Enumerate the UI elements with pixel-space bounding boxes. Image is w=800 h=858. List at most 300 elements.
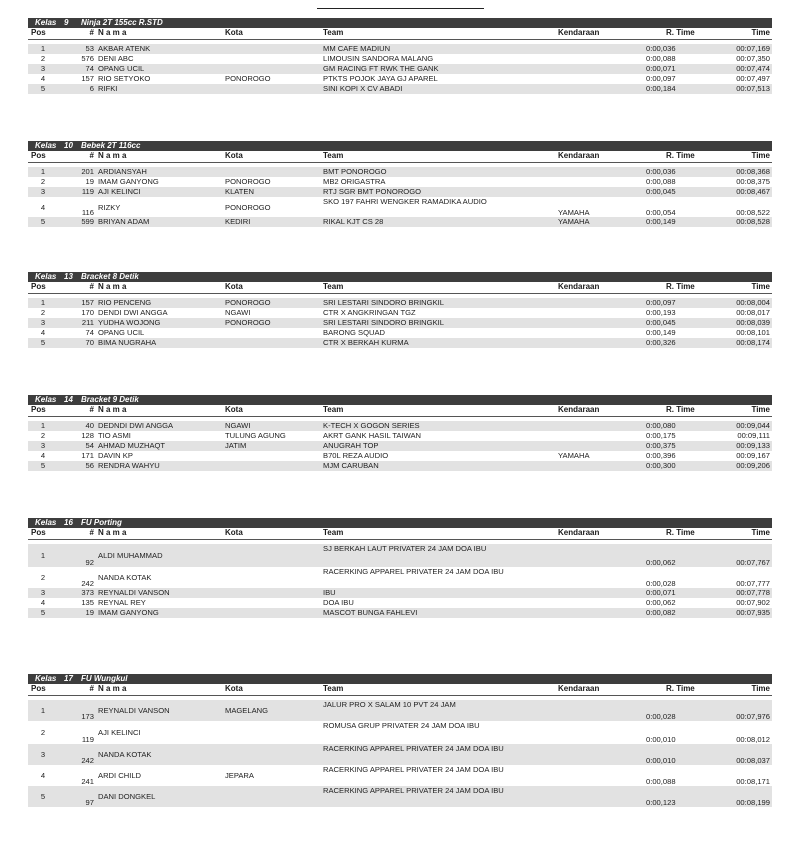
name-cell: IMAM GANYONG — [98, 177, 159, 186]
reaction-time-cell: 0:00,097 — [646, 74, 676, 83]
class-section — [28, 395, 772, 471]
table-row — [28, 167, 772, 177]
pos-cell: 5 — [40, 608, 46, 617]
name-cell: IMAM GANYONG — [98, 608, 159, 617]
time-cell: 00:08,004 — [736, 298, 770, 307]
time-cell: 00:08,017 — [736, 308, 770, 317]
class-number: 13 — [64, 272, 73, 281]
team-cell: RIKAL KJT CS 28 — [323, 217, 384, 226]
table-row — [28, 187, 772, 197]
class-name: Ninja 2T 155cc R.STD — [81, 18, 163, 27]
name-cell: DEDNDI DWI ANGGA — [98, 421, 174, 430]
header-pos: Pos — [31, 405, 46, 414]
team-cell: PTKTS POJOK JAYA GJ APAREL — [323, 74, 438, 83]
time-cell: 00:09,167 — [736, 451, 770, 460]
header-time: Time — [751, 405, 770, 414]
name-cell: REYNALDI VANSON — [98, 588, 170, 597]
table-row — [28, 786, 772, 807]
number-cell: 119 — [81, 187, 94, 196]
team-cell: IBU — [323, 588, 336, 597]
name-cell: RIFKI — [98, 84, 118, 93]
reaction-time-cell: 0:00,088 — [646, 177, 676, 186]
pos-cell: 4 — [40, 771, 46, 780]
class-title-bar — [28, 674, 772, 684]
city-cell: PONOROGO — [225, 177, 271, 186]
number-cell: 170 — [81, 308, 94, 317]
city-cell: NGAWI — [225, 308, 251, 317]
header-nama: N a m a — [98, 684, 127, 693]
pos-cell: 2 — [40, 177, 46, 186]
reaction-time-cell: 0:00,036 — [646, 44, 676, 53]
header-nama: N a m a — [98, 151, 127, 160]
pos-cell: 4 — [40, 451, 46, 460]
table-row — [28, 441, 772, 451]
name-cell: RIO SETYOKO — [98, 74, 151, 83]
class-name: Bracket 9 Detik — [81, 395, 139, 404]
team-cell: CTR X BERKAH KURMA — [323, 338, 409, 347]
reaction-time-cell: 0:00,028 — [646, 579, 676, 588]
class-number: 10 — [64, 141, 73, 150]
reaction-time-cell: 0:00,175 — [646, 431, 676, 440]
team-cell: SRI LESTARI SINDORO BRINGKIL — [323, 318, 444, 327]
team-cell: SKO 197 FAHRI WENGKER RAMADIKA AUDIO — [323, 197, 487, 206]
reaction-time-cell: 0:00,028 — [646, 712, 676, 721]
class-name: FU Porting — [81, 518, 122, 527]
pos-cell: 2 — [40, 728, 46, 737]
pos-cell: 1 — [40, 44, 46, 53]
pos-cell: 5 — [40, 84, 46, 93]
reaction-time-cell: 0:00,375 — [646, 441, 676, 450]
number-cell: 171 — [81, 451, 94, 460]
team-cell: CTR X ANGKRINGAN TGZ — [323, 308, 416, 317]
pos-cell: 5 — [40, 461, 46, 470]
class-number: 17 — [64, 674, 73, 683]
table-row — [28, 217, 772, 227]
table-row — [28, 598, 772, 608]
name-cell: DANI DONGKEL — [98, 792, 156, 801]
header-pos: Pos — [31, 282, 46, 291]
reaction-time-cell: 0:00,300 — [646, 461, 676, 470]
team-cell: MB2 ORIGASTRA — [323, 177, 386, 186]
number-cell: 116 — [81, 208, 94, 217]
team-cell: DOA IBU — [323, 598, 354, 607]
reaction-time-cell: 0:00,036 — [646, 167, 676, 176]
class-name: FU Wungkul — [81, 674, 128, 683]
number-cell: 70 — [85, 338, 94, 347]
team-cell: RACERKING APPAREL PRIVATER 24 JAM DOA IBU — [323, 786, 504, 795]
table-row — [28, 431, 772, 441]
class-number: 14 — [64, 395, 73, 404]
table-row — [28, 567, 772, 588]
name-cell: AJI KELINCI — [98, 728, 141, 737]
number-cell: 242 — [81, 579, 94, 588]
header-kendaraan: Kendaraan — [558, 405, 600, 414]
header-r-time: R. Time — [666, 28, 695, 37]
number-cell: 201 — [81, 167, 94, 176]
vehicle-cell: YAMAHA — [558, 451, 590, 460]
header-number: # — [89, 684, 94, 693]
pos-cell: 5 — [40, 792, 46, 801]
header-kendaraan: Kendaraan — [558, 282, 600, 291]
name-cell: DENDI DWI ANGGA — [98, 308, 168, 317]
name-cell: DENI ABC — [98, 54, 134, 63]
team-cell: MM CAFE MADIUN — [323, 44, 391, 53]
pos-cell: 1 — [40, 706, 46, 715]
reaction-time-cell: 0:00,062 — [646, 558, 676, 567]
team-cell: SRI LESTARI SINDORO BRINGKIL — [323, 298, 444, 307]
vehicle-cell: YAMAHA — [558, 208, 590, 217]
city-cell: PONOROGO — [225, 203, 271, 212]
header-number: # — [89, 28, 94, 37]
table-header — [28, 684, 772, 696]
table-row — [28, 318, 772, 328]
table-row — [28, 308, 772, 318]
header-time: Time — [751, 28, 770, 37]
header-kendaraan: Kendaraan — [558, 528, 600, 537]
header-time: Time — [751, 151, 770, 160]
table-header — [28, 528, 772, 540]
header-kota: Kota — [225, 28, 243, 37]
reaction-time-cell: 0:00,097 — [646, 298, 676, 307]
vehicle-cell: YAMAHA — [558, 217, 590, 226]
header-kendaraan: Kendaraan — [558, 28, 600, 37]
table-row — [28, 64, 772, 74]
reaction-time-cell: 0:00,062 — [646, 598, 676, 607]
reaction-time-cell: 0:00,088 — [646, 777, 676, 786]
reaction-time-cell: 0:00,010 — [646, 735, 676, 744]
time-cell: 00:07,778 — [736, 588, 770, 597]
name-cell: BIMA NUGRAHA — [98, 338, 157, 347]
reaction-time-cell: 0:00,326 — [646, 338, 676, 347]
header-number: # — [89, 405, 94, 414]
reaction-time-cell: 0:00,045 — [646, 187, 676, 196]
table-header — [28, 28, 772, 40]
table-row — [28, 608, 772, 618]
pos-cell: 4 — [40, 598, 46, 607]
time-cell: 00:07,935 — [736, 608, 770, 617]
header-team: Team — [323, 405, 344, 414]
header-number: # — [89, 282, 94, 291]
header-number: # — [89, 151, 94, 160]
table-row — [28, 588, 772, 598]
header-team: Team — [323, 528, 344, 537]
number-cell: 242 — [81, 756, 94, 765]
team-cell: RACERKING APPAREL PRIVATER 24 JAM DOA IBU — [323, 567, 504, 576]
team-cell: MASCOT BUNGA FAHLEVI — [323, 608, 418, 617]
number-cell: 211 — [81, 318, 94, 327]
class-label: Kelas — [35, 518, 57, 527]
header-pos: Pos — [31, 684, 46, 693]
name-cell: OPANG UCIL — [98, 328, 145, 337]
number-cell: 54 — [85, 441, 94, 450]
header-nama: N a m a — [98, 28, 127, 37]
table-row — [28, 197, 772, 217]
header-time: Time — [751, 282, 770, 291]
reaction-time-cell: 0:00,071 — [646, 64, 676, 73]
time-cell: 00:09,206 — [736, 461, 770, 470]
class-title-bar — [28, 518, 772, 528]
team-cell: BARONG SQUAD — [323, 328, 386, 337]
team-cell: MJM CARUBAN — [323, 461, 379, 470]
pos-cell: 3 — [40, 187, 46, 196]
number-cell: 53 — [85, 44, 94, 53]
team-cell: AKRT GANK HASIL TAIWAN — [323, 431, 422, 440]
name-cell: NANDA KOTAK — [98, 750, 152, 759]
team-cell: BMT PONOROGO — [323, 167, 387, 176]
city-cell: PONOROGO — [225, 74, 271, 83]
team-cell: RACERKING APPAREL PRIVATER 24 JAM DOA IBU — [323, 744, 504, 753]
table-row — [28, 744, 772, 765]
pos-cell: 1 — [40, 551, 46, 560]
team-cell: B70L REZA AUDIO — [323, 451, 389, 460]
number-cell: 97 — [85, 798, 94, 807]
pos-cell: 3 — [40, 750, 46, 759]
pos-cell: 1 — [40, 167, 46, 176]
number-cell: 40 — [85, 421, 94, 430]
time-cell: 00:08,101 — [736, 328, 770, 337]
class-number: 9 — [64, 18, 69, 27]
number-cell: 6 — [89, 84, 94, 93]
number-cell: 173 — [81, 712, 94, 721]
class-label: Kelas — [35, 18, 57, 27]
city-cell: MAGELANG — [225, 706, 269, 715]
number-cell: 92 — [85, 558, 94, 567]
pos-cell: 1 — [40, 298, 46, 307]
city-cell: JATIM — [225, 441, 247, 450]
team-cell: ROMUSA GRUP PRIVATER 24 JAM DOA IBU — [323, 721, 480, 730]
header-kendaraan: Kendaraan — [558, 151, 600, 160]
header-pos: Pos — [31, 528, 46, 537]
header-kota: Kota — [225, 528, 243, 537]
time-cell: 00:08,522 — [736, 208, 770, 217]
time-cell: 00:08,037 — [736, 756, 770, 765]
pos-cell: 3 — [40, 64, 46, 73]
time-cell: 00:07,474 — [736, 64, 770, 73]
header-pos: Pos — [31, 28, 46, 37]
team-cell: RACERKING APPAREL PRIVATER 24 JAM DOA IBU — [323, 765, 504, 774]
table-header — [28, 151, 772, 163]
header-kota: Kota — [225, 405, 243, 414]
team-cell: GM RACING FT RWK THE GANK — [323, 64, 439, 73]
class-name: Bebek 2T 116cc — [81, 141, 141, 150]
name-cell: ARDI CHILD — [98, 771, 142, 780]
time-cell: 00:07,169 — [736, 44, 770, 53]
header-time: Time — [751, 528, 770, 537]
header-r-time: R. Time — [666, 528, 695, 537]
header-nama: N a m a — [98, 528, 127, 537]
pos-cell: 3 — [40, 588, 46, 597]
class-number: 16 — [64, 518, 73, 527]
time-cell: 00:08,039 — [736, 318, 770, 327]
reaction-time-cell: 0:00,071 — [646, 588, 676, 597]
class-label: Kelas — [35, 141, 57, 150]
city-cell: PONOROGO — [225, 298, 271, 307]
header-nama: N a m a — [98, 405, 127, 414]
number-cell: 74 — [85, 64, 94, 73]
time-cell: 00:08,174 — [736, 338, 770, 347]
number-cell: 241 — [81, 777, 94, 786]
class-section — [28, 141, 772, 227]
pos-cell: 1 — [40, 421, 46, 430]
header-r-time: R. Time — [666, 151, 695, 160]
name-cell: YUDHA WOJONG — [98, 318, 161, 327]
number-cell: 128 — [81, 431, 94, 440]
team-cell: SJ BERKAH LAUT PRIVATER 24 JAM DOA IBU — [323, 544, 487, 553]
reaction-time-cell: 0:00,149 — [646, 217, 676, 226]
pos-cell: 4 — [40, 328, 46, 337]
class-section — [28, 518, 772, 618]
city-cell: KLATEN — [225, 187, 254, 196]
name-cell: REYNAL REY — [98, 598, 146, 607]
number-cell: 157 — [81, 74, 94, 83]
team-cell: LIMOUSIN SANDORA MALANG — [323, 54, 434, 63]
city-cell: NGAWI — [225, 421, 251, 430]
reaction-time-cell: 0:00,080 — [646, 421, 676, 430]
time-cell: 00:08,467 — [736, 187, 770, 196]
table-row — [28, 298, 772, 308]
number-cell: 56 — [85, 461, 94, 470]
table-row — [28, 84, 772, 94]
name-cell: RIO PENCENG — [98, 298, 152, 307]
pos-cell: 4 — [40, 74, 46, 83]
header-r-time: R. Time — [666, 405, 695, 414]
time-cell: 00:08,375 — [736, 177, 770, 186]
header-r-time: R. Time — [666, 684, 695, 693]
table-row — [28, 544, 772, 567]
pos-cell: 2 — [40, 573, 46, 582]
table-row — [28, 700, 772, 721]
table-row — [28, 44, 772, 54]
reaction-time-cell: 0:00,184 — [646, 84, 676, 93]
reaction-time-cell: 0:00,010 — [646, 756, 676, 765]
time-cell: 00:08,368 — [736, 167, 770, 176]
city-cell: PONOROGO — [225, 318, 271, 327]
reaction-time-cell: 0:00,396 — [646, 451, 676, 460]
name-cell: AHMAD MUZHAQT — [98, 441, 166, 450]
pos-cell: 2 — [40, 308, 46, 317]
table-row — [28, 421, 772, 431]
class-label: Kelas — [35, 395, 57, 404]
header-kota: Kota — [225, 684, 243, 693]
pos-cell: 4 — [40, 203, 46, 212]
class-section — [28, 674, 772, 807]
header-team: Team — [323, 282, 344, 291]
table-row — [28, 74, 772, 84]
header-pos: Pos — [31, 151, 46, 160]
name-cell: DAVIN KP — [98, 451, 133, 460]
reaction-time-cell: 0:00,123 — [646, 798, 676, 807]
time-cell: 00:07,767 — [736, 558, 770, 567]
team-cell: K-TECH X GOGON SERIES — [323, 421, 420, 430]
header-kota: Kota — [225, 151, 243, 160]
header-team: Team — [323, 684, 344, 693]
team-cell: JALUR PRO X SALAM 10 PVT 24 JAM — [323, 700, 456, 709]
reaction-time-cell: 0:00,054 — [646, 208, 676, 217]
number-cell: 19 — [85, 608, 94, 617]
pos-cell: 3 — [40, 441, 46, 450]
time-cell: 00:08,171 — [736, 777, 770, 786]
city-cell: TULUNG AGUNG — [225, 431, 286, 440]
class-title-bar — [28, 141, 772, 151]
pos-cell: 2 — [40, 431, 46, 440]
name-cell: REYNALDI VANSON — [98, 706, 170, 715]
number-cell: 157 — [81, 298, 94, 307]
table-row — [28, 328, 772, 338]
pos-cell: 3 — [40, 318, 46, 327]
class-title-bar — [28, 272, 772, 282]
name-cell: ARDIANSYAH — [98, 167, 147, 176]
time-cell: 00:07,976 — [736, 712, 770, 721]
city-cell: JEPARA — [225, 771, 254, 780]
table-row — [28, 177, 772, 187]
time-cell: 00:07,777 — [736, 579, 770, 588]
header-team: Team — [323, 28, 344, 37]
time-cell: 00:07,902 — [736, 598, 770, 607]
table-row — [28, 461, 772, 471]
name-cell: RIZKY — [98, 203, 121, 212]
header-team: Team — [323, 151, 344, 160]
time-cell: 00:08,012 — [736, 735, 770, 744]
time-cell: 00:07,350 — [736, 54, 770, 63]
team-cell: ANUGRAH TOP — [323, 441, 379, 450]
class-name: Bracket 8 Detik — [81, 272, 139, 281]
time-cell: 00:09,111 — [737, 431, 770, 440]
reaction-time-cell: 0:00,088 — [646, 54, 676, 63]
table-row — [28, 54, 772, 64]
header-nama: N a m a — [98, 282, 127, 291]
table-row — [28, 765, 772, 786]
name-cell: OPANG UCIL — [98, 64, 145, 73]
class-label: Kelas — [35, 674, 57, 683]
class-title-bar — [28, 395, 772, 405]
header-kendaraan: Kendaraan — [558, 684, 600, 693]
pos-cell: 2 — [40, 54, 46, 63]
header-kota: Kota — [225, 282, 243, 291]
table-header — [28, 405, 772, 417]
table-row — [28, 451, 772, 461]
reaction-time-cell: 0:00,082 — [646, 608, 676, 617]
number-cell: 119 — [81, 735, 94, 744]
pos-cell: 5 — [40, 338, 46, 347]
table-header — [28, 282, 772, 294]
number-cell: 135 — [81, 598, 94, 607]
number-cell: 599 — [81, 217, 94, 226]
reaction-time-cell: 0:00,193 — [646, 308, 676, 317]
team-cell: SINI KOPI X CV ABADI — [323, 84, 403, 93]
name-cell: AKBAR ATENK — [98, 44, 151, 53]
time-cell: 00:08,199 — [736, 798, 770, 807]
header-number: # — [89, 528, 94, 537]
number-cell: 373 — [81, 588, 94, 597]
class-section — [28, 272, 772, 348]
pos-cell: 5 — [40, 217, 46, 226]
number-cell: 19 — [85, 177, 94, 186]
table-row — [28, 721, 772, 744]
class-title-bar — [28, 18, 772, 28]
time-cell: 00:07,497 — [736, 74, 770, 83]
reaction-time-cell: 0:00,045 — [646, 318, 676, 327]
time-cell: 00:09,044 — [736, 421, 770, 430]
name-cell: NANDA KOTAK — [98, 573, 152, 582]
time-cell: 00:09,133 — [736, 441, 770, 450]
header-time: Time — [751, 684, 770, 693]
name-cell: RENDRA WAHYU — [98, 461, 160, 470]
header-r-time: R. Time — [666, 282, 695, 291]
number-cell: 74 — [85, 328, 94, 337]
name-cell: AJI KELINCI — [98, 187, 141, 196]
reaction-time-cell: 0:00,149 — [646, 328, 676, 337]
top-divider-line — [317, 8, 484, 9]
